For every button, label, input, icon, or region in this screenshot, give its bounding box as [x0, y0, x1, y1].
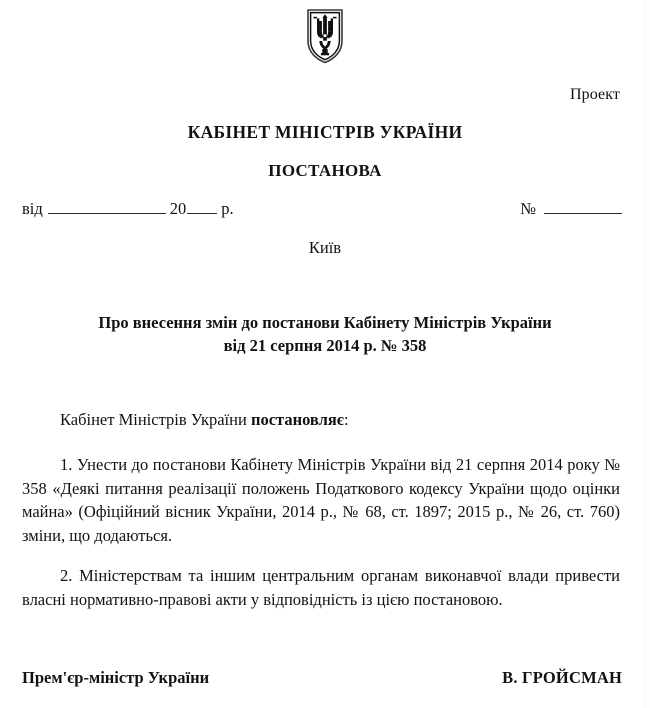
date-blank-field[interactable] — [48, 200, 166, 214]
year-suffix-label: р. — [221, 199, 234, 218]
subject-line-2: від 21 серпня 2014 р. № 358 — [223, 335, 427, 355]
signature-position: Прем'єр-міністр України — [22, 668, 210, 687]
emblem-container — [0, 8, 650, 64]
resolution-lead — [22, 408, 620, 431]
number-symbol-label: № — [520, 199, 536, 218]
number-blank-field[interactable] — [544, 200, 622, 214]
signature-name: В. ГРОЙСМАН — [502, 668, 622, 687]
date-prefix-label: від — [22, 199, 43, 218]
document-body — [22, 408, 620, 611]
scan-edge-margin — [646, 0, 650, 708]
subject-line-1: Про внесення змін до постанови Кабінету Міністрів України — [98, 313, 552, 332]
draft-label: Проект — [569, 86, 620, 103]
body-paragraph-2: 2. Міністерствам та іншим центральним органам виконавчої влади привести власні нормативно-правові акти у відповідність із цією постановою. — [22, 566, 620, 609]
city-label: Київ — [308, 238, 342, 257]
document-subject — [60, 312, 590, 358]
coat-of-arms-of-ukraine-icon — [306, 8, 344, 64]
date-line — [22, 199, 234, 219]
year-prefix-label: 20 — [169, 199, 187, 218]
organization-title: КАБІНЕТ МІНІСТРІВ УКРАЇНИ — [187, 122, 463, 142]
body-paragraph-1: 1. Унести до постанови Кабінету Міністрів України від 21 серпня 2014 року № 358 «Деякі питання реалізації положень Податкового кодексу України щодо оцінки майна» (Офіційний вісник України, 2014 р., № 68, ст. 1897; 2015 р., № 26, ст. 760) зміни, що додаються. — [22, 455, 620, 545]
document-type: ПОСТАНОВА — [268, 161, 382, 180]
scan-edge-shadow — [644, 0, 646, 708]
lead-colon: : — [343, 410, 349, 429]
year-blank-field[interactable] — [187, 200, 217, 214]
lead-bold-text: постановляє — [250, 410, 344, 429]
signature-block — [22, 668, 622, 688]
lead-plain-text: Кабінет Міністрів України — [60, 410, 251, 429]
number-line — [520, 199, 622, 219]
